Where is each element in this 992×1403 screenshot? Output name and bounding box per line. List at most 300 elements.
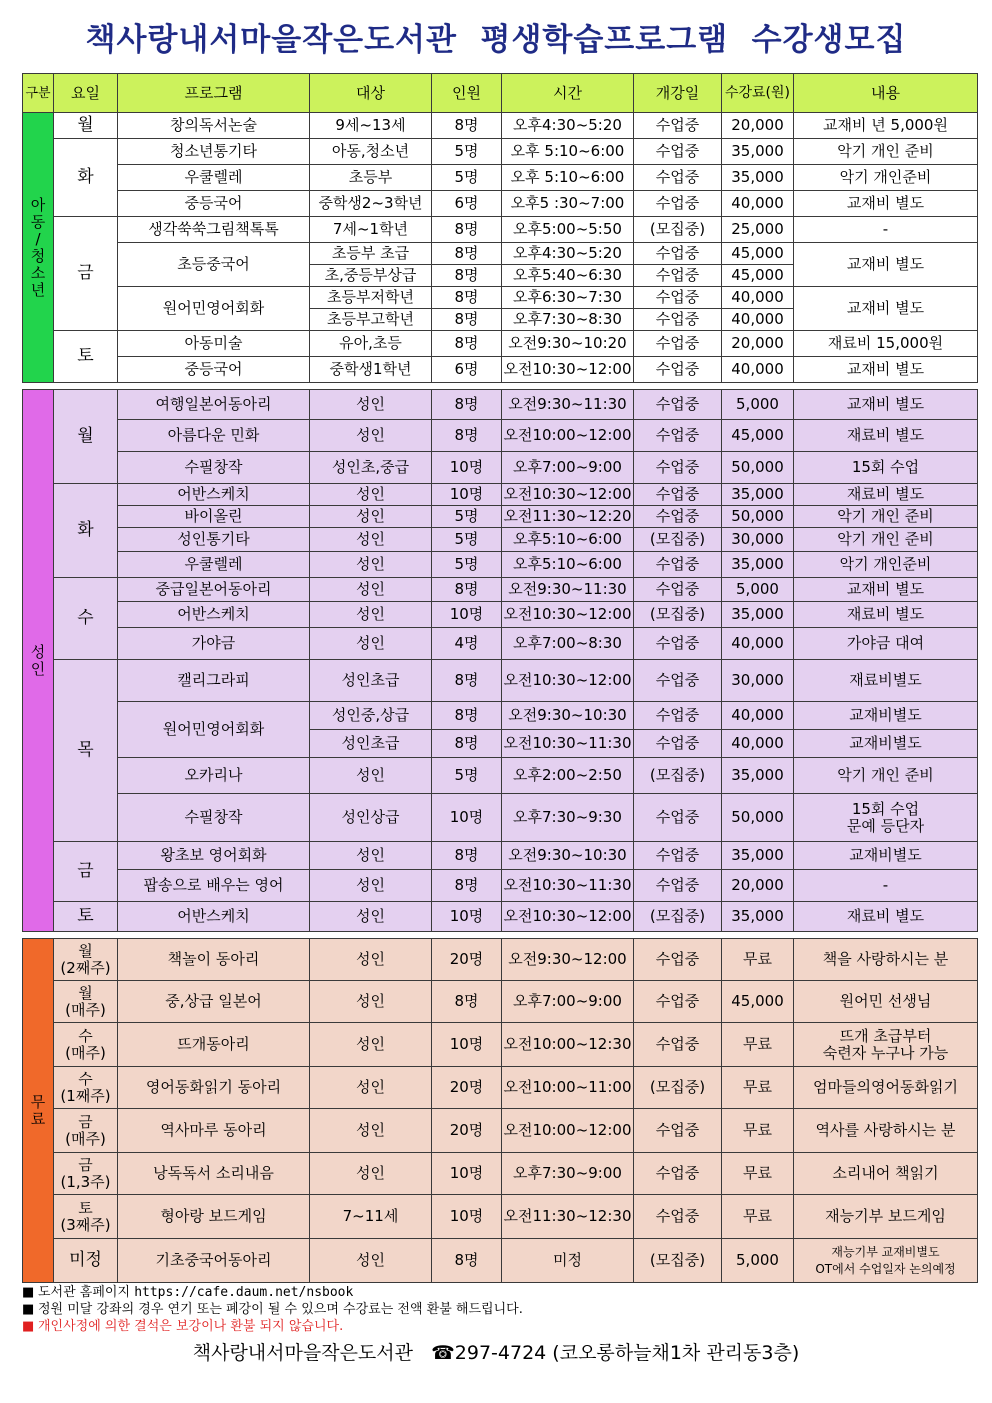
target-cell [310, 660, 432, 702]
day-cell [54, 1195, 118, 1239]
status-cell: 수업중 [634, 420, 722, 452]
count-cell: 8명 [432, 287, 502, 309]
content-cell-line: 재료비 별도 [846, 426, 925, 444]
target-cell [310, 139, 432, 165]
day-cell-line: (2째주) [60, 958, 111, 977]
target-cell [310, 265, 432, 287]
day-cell-line: (매주) [65, 1043, 106, 1062]
content-cell [794, 243, 978, 287]
time-cell-line: 오전10:30~12:00 [503, 485, 632, 503]
count-cell: 6명 [432, 357, 502, 383]
program-name: 수필창작 [118, 794, 310, 842]
status-cell: (모집중) [634, 602, 722, 628]
time-cell-line: 오후5:10~6:00 [513, 555, 622, 573]
content-cell [794, 1153, 978, 1195]
target-cell-line: 성인 [356, 485, 385, 503]
target-cell [310, 287, 432, 309]
status-cell: (모집중) [634, 1239, 722, 1283]
target-cell-line: 성인 [356, 846, 385, 864]
fee-cell: 무료 [722, 1153, 794, 1195]
target-cell-line: 성인 [356, 1251, 385, 1269]
table-row [23, 1153, 978, 1195]
count-cell: 8명 [432, 730, 502, 758]
time-cell [502, 602, 634, 628]
content-cell [794, 139, 978, 165]
fee-cell: 20,000 [722, 331, 794, 357]
program-name: 어반스케치 [118, 484, 310, 506]
content-cell [794, 842, 978, 870]
fee-cell: 5,000 [722, 390, 794, 420]
target-cell-line: 성인 [356, 426, 385, 444]
content-cell-line: 역사를 사랑하시는 분 [815, 1121, 956, 1139]
content-cell-line: OT에서 수업일자 논의예정 [815, 1261, 956, 1276]
time-cell [502, 191, 634, 217]
count-cell: 20명 [432, 1067, 502, 1109]
content-cell-line: 재료비 별도 [846, 485, 925, 503]
notes [22, 1284, 972, 1335]
time-cell-line: 오전11:30~12:30 [503, 1207, 632, 1225]
time-cell [502, 139, 634, 165]
program-name: 아동미술 [118, 331, 310, 357]
content-cell-line: 숙련자 누구나 가능 [822, 1043, 949, 1062]
content-cell-line: 재료비별도 [849, 671, 922, 689]
day-cell [54, 981, 118, 1023]
target-cell [310, 730, 432, 758]
fee-cell: 무료 [722, 1195, 794, 1239]
status-cell: 수업중 [634, 331, 722, 357]
day-cell-line: 월 [78, 983, 93, 1002]
fee-cell: 40,000 [722, 628, 794, 660]
fee-cell: 45,000 [722, 243, 794, 265]
program-name: 가야금 [118, 628, 310, 660]
note-warning [22, 1318, 972, 1335]
time-cell [502, 794, 634, 842]
table-row [23, 602, 978, 628]
content-cell-line: 재능기부 보드게임 [825, 1207, 946, 1225]
content-cell [794, 702, 978, 730]
content-cell [794, 1067, 978, 1109]
content-cell-line: 교재비 별도 [846, 194, 925, 212]
count-cell: 5명 [432, 165, 502, 191]
program-name: 바이올린 [118, 506, 310, 528]
content-cell-line: 뜨개 초급부터 [839, 1026, 932, 1045]
header-start: 개강일 [634, 74, 722, 113]
homepage-link[interactable]: https://cafe.daum.net/nsbook [134, 1285, 354, 1300]
content-cell [794, 758, 978, 794]
content-cell [794, 981, 978, 1023]
table-row [23, 870, 978, 902]
day-cell-line: 금 [78, 1155, 93, 1174]
time-cell [502, 357, 634, 383]
status-cell: 수업중 [634, 1023, 722, 1067]
target-cell [310, 484, 432, 506]
day-cell [54, 1153, 118, 1195]
content-cell [794, 730, 978, 758]
warning-text: 개인사정에 의한 결석은 보강이나 환불 되지 않습니다. [38, 1319, 344, 1334]
content-cell-line: 악기 개인 준비 [837, 766, 934, 784]
content-cell [794, 217, 978, 243]
program-name: 우쿨렐레 [118, 552, 310, 578]
content-cell [794, 506, 978, 528]
time-cell [502, 390, 634, 420]
count-cell: 8명 [432, 420, 502, 452]
day-cell [54, 939, 118, 981]
time-cell [502, 1109, 634, 1153]
table-row [23, 113, 978, 139]
status-cell: (모집중) [634, 902, 722, 932]
count-cell: 8명 [432, 981, 502, 1023]
count-cell: 5명 [432, 758, 502, 794]
fee-cell: 5,000 [722, 1239, 794, 1283]
program-name: 역사마루 동아리 [118, 1109, 310, 1153]
fee-cell: 무료 [722, 939, 794, 981]
table-row [23, 420, 978, 452]
target-cell-line: 성인 [356, 1035, 385, 1053]
table-row [23, 1067, 978, 1109]
time-cell-line: 오후7:30~9:00 [513, 1164, 622, 1182]
target-cell [310, 420, 432, 452]
target-cell [310, 578, 432, 602]
count-cell: 10명 [432, 452, 502, 484]
target-cell-line: 성인 [356, 950, 385, 968]
header-count: 인원 [432, 74, 502, 113]
content-cell-line: 재료비 별도 [846, 605, 925, 623]
status-cell: 수업중 [634, 265, 722, 287]
target-cell-line: 성인 [356, 605, 385, 623]
content-cell-line: 악기 개인준비 [839, 555, 932, 573]
target-cell-line: 성인중,상급 [331, 706, 410, 724]
time-cell-line: 오후7:00~9:00 [513, 992, 622, 1010]
status-cell: 수업중 [634, 794, 722, 842]
table-row [23, 528, 978, 552]
content-cell-line: 악기 개인 준비 [837, 142, 934, 160]
time-cell-line: 오전11:30~12:20 [503, 507, 632, 525]
target-cell-line: 성인 [356, 634, 385, 652]
table-row [23, 578, 978, 602]
content-cell [794, 1109, 978, 1153]
group-separator [23, 932, 978, 939]
count-cell: 8명 [432, 309, 502, 331]
program-name: 캘리그라피 [118, 660, 310, 702]
target-cell [310, 1239, 432, 1283]
program-name: 아름다운 민화 [118, 420, 310, 452]
day-cell [54, 1067, 118, 1109]
program-name: 중등국어 [118, 357, 310, 383]
program-name: 창의독서논술 [118, 113, 310, 139]
status-cell: 수업중 [634, 243, 722, 265]
target-cell [310, 217, 432, 243]
program-name: 중,상급 일본어 [118, 981, 310, 1023]
program-name: 초등중국어 [118, 243, 310, 287]
content-cell [794, 420, 978, 452]
target-cell [310, 794, 432, 842]
count-cell: 5명 [432, 552, 502, 578]
target-cell-line: 성인 [356, 907, 385, 925]
target-cell [310, 628, 432, 660]
fee-cell: 40,000 [722, 702, 794, 730]
table-row [23, 390, 978, 420]
fee-cell: 45,000 [722, 981, 794, 1023]
table-row [23, 1109, 978, 1153]
content-cell-line: 가야금 대여 [846, 634, 925, 652]
table-row [23, 552, 978, 578]
day-cell-line: 수 [78, 1026, 93, 1045]
time-cell-line: 미정 [553, 1251, 582, 1269]
time-cell-line: 오전10:30~11:30 [503, 734, 632, 752]
time-cell [502, 902, 634, 932]
target-cell-line: 초등부 초급 [331, 244, 410, 262]
category-cell-line: 소 [30, 263, 46, 282]
day-cell-line: 월 [78, 941, 93, 960]
target-cell [310, 390, 432, 420]
time-cell [502, 309, 634, 331]
fee-cell: 35,000 [722, 552, 794, 578]
status-cell: 수업중 [634, 191, 722, 217]
content-cell [794, 331, 978, 357]
program-name: 중등국어 [118, 191, 310, 217]
status-cell: 수업중 [634, 578, 722, 602]
header-content: 내용 [794, 74, 978, 113]
status-cell: (모집중) [634, 1067, 722, 1109]
table-row [23, 981, 978, 1023]
schedule-body [23, 74, 978, 1283]
count-cell: 10명 [432, 602, 502, 628]
time-cell-line: 오후7:00~8:30 [513, 634, 622, 652]
target-cell [310, 902, 432, 932]
target-cell [310, 702, 432, 730]
time-cell-line: 오후5:00~5:50 [513, 220, 622, 238]
target-cell-line: 성인상급 [341, 808, 400, 826]
content-cell-line: 교재비 년 5,000원 [823, 116, 948, 134]
count-cell: 8명 [432, 578, 502, 602]
count-cell: 8명 [432, 390, 502, 420]
fee-cell: 35,000 [722, 139, 794, 165]
count-cell: 8명 [432, 217, 502, 243]
time-cell [502, 113, 634, 139]
count-cell: 10명 [432, 1023, 502, 1067]
table-row [23, 165, 978, 191]
target-cell-line: 성인 [356, 992, 385, 1010]
time-cell-line: 오후 5:10~6:00 [510, 142, 625, 160]
time-cell-line: 오전9:30~10:30 [508, 846, 627, 864]
status-cell: 수업중 [634, 506, 722, 528]
time-cell-line: 오후6:30~7:30 [513, 288, 622, 306]
table-row [23, 842, 978, 870]
target-cell [310, 191, 432, 217]
status-cell: 수업중 [634, 390, 722, 420]
content-cell [794, 390, 978, 420]
content-cell [794, 1239, 978, 1283]
day-cell [54, 484, 118, 578]
content-cell [794, 528, 978, 552]
content-cell [794, 628, 978, 660]
time-cell [502, 452, 634, 484]
content-cell [794, 578, 978, 602]
content-cell [794, 602, 978, 628]
table-row [23, 902, 978, 932]
content-cell-line: 책을 사랑하시는 분 [822, 950, 949, 968]
count-cell: 8명 [432, 331, 502, 357]
count-cell: 8명 [432, 243, 502, 265]
day-cell-line: 금 [77, 861, 94, 881]
page-title: 책사랑내서마을작은도서관 평생학습프로그램 수강생모집 [85, 22, 907, 58]
fee-cell: 40,000 [722, 287, 794, 309]
content-cell [794, 1195, 978, 1239]
content-cell-line: 15회 수업 [851, 458, 920, 476]
target-cell-line: 성인 [356, 1078, 385, 1096]
time-cell-line: 오전9:30~11:30 [508, 395, 627, 413]
content-cell-line: 교재비별도 [849, 734, 922, 752]
target-cell [310, 1067, 432, 1109]
status-cell: 수업중 [634, 552, 722, 578]
category-cell [23, 939, 54, 1283]
time-cell [502, 578, 634, 602]
table-row [23, 484, 978, 506]
schedule-table [22, 73, 978, 1283]
program-name: 왕초보 영어회화 [118, 842, 310, 870]
day-cell [54, 1239, 118, 1283]
content-cell [794, 287, 978, 331]
category-cell-line: 년 [30, 280, 46, 299]
time-cell-line: 오후 5:10~6:00 [510, 168, 625, 186]
time-cell [502, 660, 634, 702]
time-cell-line: 오전10:00~12:00 [503, 1121, 632, 1139]
status-cell: (모집중) [634, 528, 722, 552]
content-cell-line: 문예 등단자 [846, 816, 925, 835]
time-cell-line: 오후4:30~5:20 [513, 244, 622, 262]
target-cell [310, 243, 432, 265]
status-cell: 수업중 [634, 452, 722, 484]
time-cell [502, 484, 634, 506]
count-cell: 10명 [432, 902, 502, 932]
table-row [23, 139, 978, 165]
time-cell-line: 오후5 :30~7:00 [510, 194, 625, 212]
table-row [23, 1195, 978, 1239]
fee-cell: 35,000 [722, 484, 794, 506]
header-fee: 수강료(원) [722, 74, 794, 113]
fee-cell: 35,000 [722, 758, 794, 794]
status-cell: (모집중) [634, 758, 722, 794]
target-cell-line: 유아,초등 [339, 334, 402, 352]
time-cell [502, 628, 634, 660]
bullet-icon: ■ [22, 1302, 35, 1317]
status-cell: 수업중 [634, 730, 722, 758]
time-cell [502, 243, 634, 265]
day-cell-line: (매주) [65, 1000, 106, 1019]
fee-cell: 35,000 [722, 602, 794, 628]
day-cell-line: 금 [77, 263, 94, 283]
table-row [23, 939, 978, 981]
day-cell [54, 331, 118, 383]
category-cell-line: 청 [30, 246, 46, 265]
time-cell [502, 420, 634, 452]
program-name: 청소년통기타 [118, 139, 310, 165]
note-refund [22, 1301, 972, 1318]
header-category: 구분 [23, 74, 54, 113]
content-cell-line: 엄마들의영어동화읽기 [813, 1078, 958, 1096]
program-name: 여행일본어동아리 [118, 390, 310, 420]
status-cell: (모집중) [634, 217, 722, 243]
content-cell-line: - [882, 220, 889, 238]
status-cell: 수업중 [634, 1153, 722, 1195]
program-name: 수필창작 [118, 452, 310, 484]
table-row [23, 660, 978, 702]
program-name: 낭독독서 소리내음 [118, 1153, 310, 1195]
header-target: 대상 [310, 74, 432, 113]
time-cell [502, 1239, 634, 1283]
target-cell [310, 309, 432, 331]
fee-cell: 무료 [722, 1109, 794, 1153]
content-cell [794, 794, 978, 842]
time-cell [502, 981, 634, 1023]
target-cell-line: 성인 [356, 766, 385, 784]
program-name: 오카리나 [118, 758, 310, 794]
time-cell-line: 오후5:10~6:00 [513, 530, 622, 548]
day-cell [54, 113, 118, 139]
content-cell-line: 소리내어 책읽기 [832, 1164, 939, 1182]
table-row [23, 628, 978, 660]
table-row [23, 331, 978, 357]
table-row [23, 506, 978, 528]
table-row [23, 287, 978, 309]
fee-cell: 50,000 [722, 452, 794, 484]
count-cell: 4명 [432, 628, 502, 660]
target-cell [310, 870, 432, 902]
target-cell-line: 초등부고학년 [327, 310, 414, 328]
content-cell [794, 191, 978, 217]
content-cell-line: 교재비 별도 [846, 299, 925, 317]
program-name: 생각쑥쑥그림책톡톡 [118, 217, 310, 243]
target-cell-line: 아동,청소년 [331, 142, 410, 160]
count-cell: 8명 [432, 842, 502, 870]
time-cell [502, 217, 634, 243]
time-cell-line: 오전10:30~12:00 [503, 605, 632, 623]
target-cell [310, 113, 432, 139]
time-cell-line: 오후4:30~5:20 [513, 116, 622, 134]
program-name: 영어동화읽기 동아리 [118, 1067, 310, 1109]
target-cell-line: 7세~1학년 [332, 220, 409, 238]
footer-contact: 책사랑내서마을작은도서관 ☎297-4724 (코오롱하늘채1차 관리동3층) [192, 1342, 800, 1364]
table-row [23, 357, 978, 383]
program-name: 성인통기타 [118, 528, 310, 552]
fee-cell: 5,000 [722, 578, 794, 602]
fee-cell: 50,000 [722, 506, 794, 528]
time-cell-line: 오전10:30~11:30 [503, 876, 632, 894]
content-cell-line: 교재비 별도 [846, 580, 925, 598]
bullet-icon: ■ [22, 1319, 35, 1334]
time-cell [502, 265, 634, 287]
day-cell-line: 화 [77, 520, 94, 540]
time-cell-line: 오전9:30~12:00 [508, 950, 627, 968]
table-row [23, 794, 978, 842]
target-cell-line: 성인 [356, 395, 385, 413]
time-cell [502, 1023, 634, 1067]
count-cell: 8명 [432, 702, 502, 730]
content-cell-line: 악기 개인 준비 [837, 530, 934, 548]
fee-cell: 20,000 [722, 870, 794, 902]
content-cell [794, 870, 978, 902]
fee-cell: 20,000 [722, 113, 794, 139]
status-cell: 수업중 [634, 939, 722, 981]
time-cell [502, 287, 634, 309]
day-cell [54, 217, 118, 331]
target-cell [310, 842, 432, 870]
header-day: 요일 [54, 74, 118, 113]
content-cell [794, 357, 978, 383]
program-name: 중급일본어동아리 [118, 578, 310, 602]
separator-cell [23, 932, 978, 939]
status-cell: 수업중 [634, 484, 722, 506]
